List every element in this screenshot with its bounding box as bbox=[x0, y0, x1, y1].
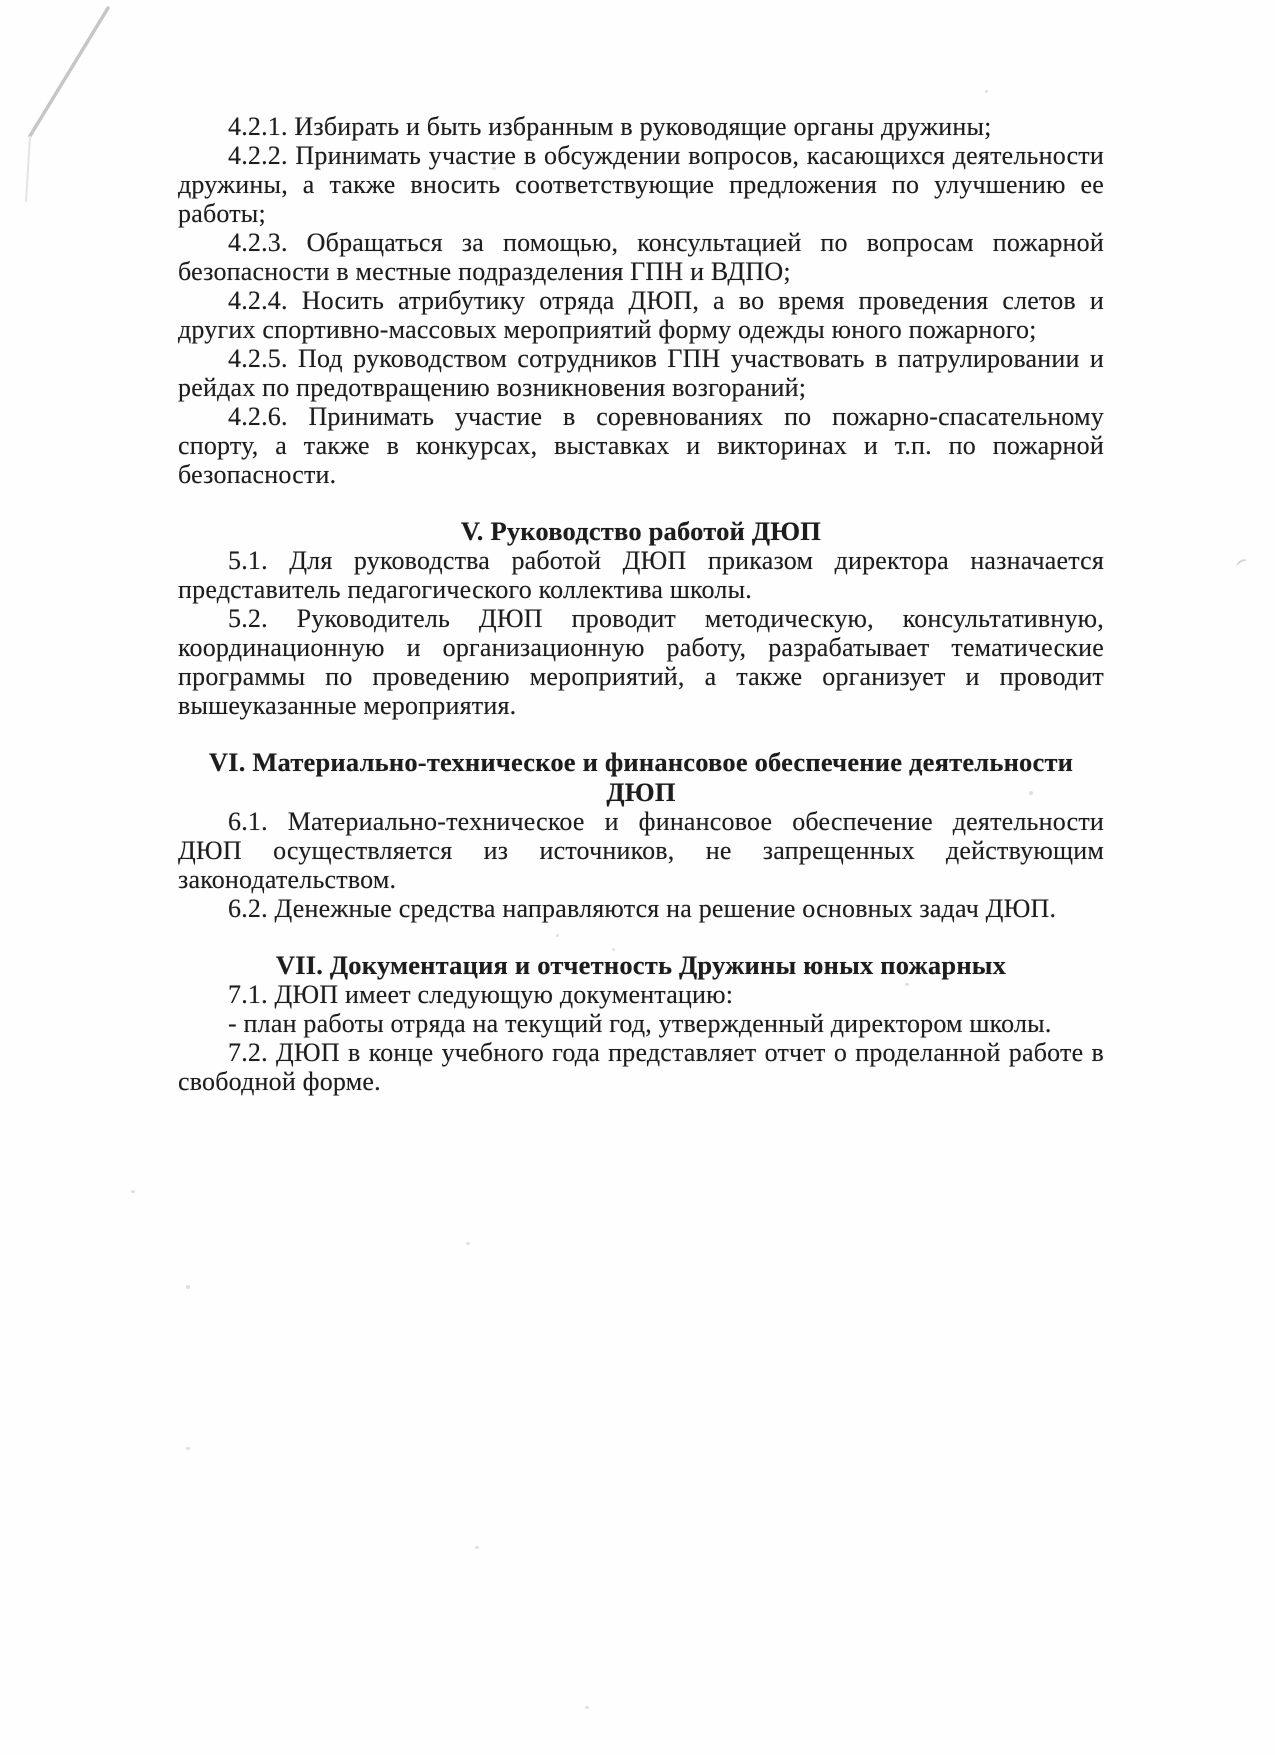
document-body bbox=[178, 112, 1104, 1096]
scan-speck bbox=[612, 948, 615, 951]
scan-speck bbox=[985, 90, 988, 93]
scan-speck bbox=[1029, 791, 1033, 795]
clause-7-2: 7.2. ДЮП в конце учебного года представляет отчет о проделанной работе в свободной форме. bbox=[178, 1038, 1104, 1096]
scan-speck bbox=[466, 1242, 470, 1245]
scan-speck bbox=[475, 1546, 479, 1549]
scan-speck bbox=[585, 1706, 589, 1709]
clause-4-2-3: 4.2.3. Обращаться за помощью, консультацией по вопросам пожарной безопасности в местные подразделения ГПН и ВДПО; bbox=[178, 228, 1104, 286]
scan-speck bbox=[186, 1447, 190, 1450]
scan-speck bbox=[492, 167, 496, 170]
clause-7-1-item: - план работы отряда на текущий год, утвержденный директором школы. bbox=[228, 1009, 1052, 1038]
scan-speck bbox=[1235, 558, 1250, 571]
clause-6-1: 6.1. Материально-техническое и финансовое обеспечение деятельности ДЮП осуществляется из источников, не запрещенных действующим законодательством. bbox=[178, 807, 1104, 894]
clause-5-1: 5.1. Для руководства работой ДЮП приказом директора назначается представитель педагогического коллектива школы. bbox=[178, 546, 1104, 604]
clause-6-2: 6.2. Денежные средства направляются на решение основных задач ДЮП. bbox=[228, 894, 1057, 923]
scan-speck bbox=[556, 934, 559, 937]
clause-4-2-1: 4.2.1. Избирать и быть избранным в руководящие органы дружины; bbox=[228, 112, 992, 141]
section-v-heading: V. Руководство работой ДЮП bbox=[460, 516, 822, 546]
section-vi-heading: VI. Материально-техническое и финансовое обеспечение деятельности ДЮП bbox=[208, 747, 1074, 807]
clause-4-2-6: 4.2.6. Принимать участие в соревнованиях по пожарно-спасательному спорту, а также в конкурсах, выставках и викторинах и т.п. по пожарной безопасности. bbox=[178, 402, 1104, 489]
clause-7-1: 7.1. ДЮП имеет следующую документацию: bbox=[228, 980, 734, 1009]
clause-4-2-5: 4.2.5. Под руководством сотрудников ГПН участвовать в патрулировании и рейдах по предотвращению возникновения возгораний; bbox=[178, 344, 1104, 402]
scan-speck bbox=[905, 983, 909, 986]
clause-4-2-2: 4.2.2. Принимать участие в обсуждении вопросов, касающихся деятельности дружины, а также вносить соответствующие предложения по улучшению ее работы; bbox=[178, 141, 1104, 228]
clause-5-2: 5.2. Руководитель ДЮП проводит методическую, консультативную, координационную и организационную работу, разрабатывает тематические программы по проведению мероприятий, а также организует и проводит вышеуказанные мероприятия. bbox=[178, 604, 1104, 720]
scan-speck bbox=[131, 1190, 135, 1193]
section-vii-heading: VII. Документация и отчетность Дружины юных пожарных bbox=[275, 950, 1007, 980]
clause-4-2-4: 4.2.4. Носить атрибутику отряда ДЮП, а во время проведения слетов и других спортивно-массовых мероприятий форму одежды юного пожарного; bbox=[178, 286, 1104, 344]
scan-fold-line bbox=[0, 0, 150, 215]
scan-speck bbox=[186, 1285, 190, 1289]
